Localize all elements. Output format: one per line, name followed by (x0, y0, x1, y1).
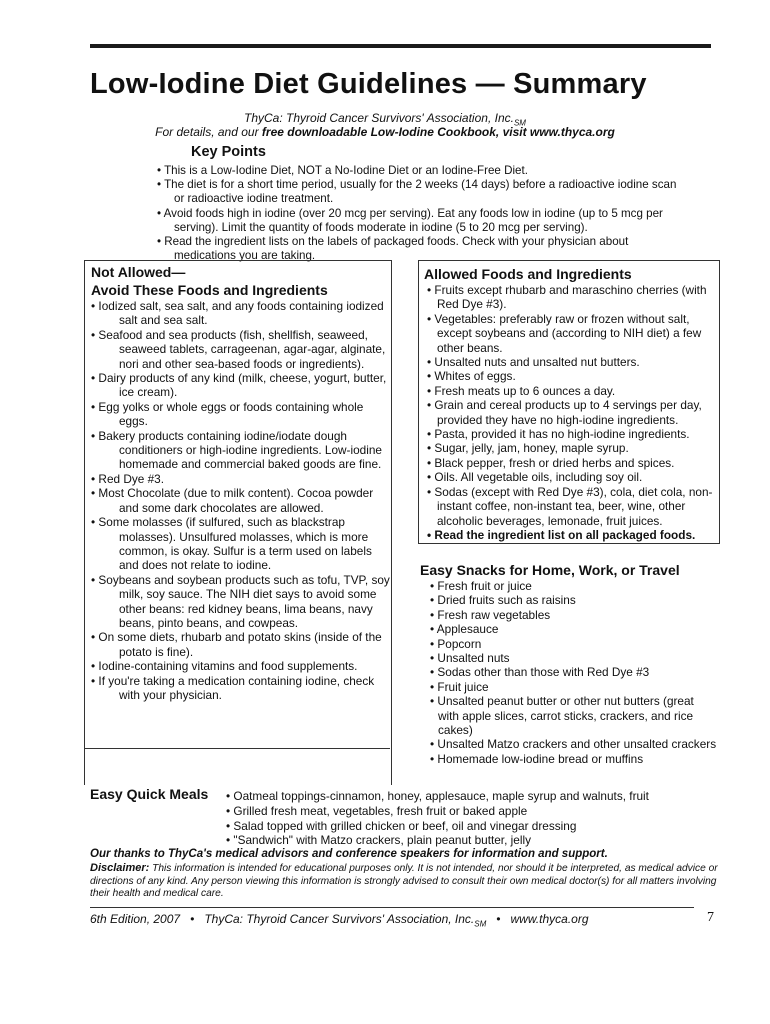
snack-item-text: Unsalted peanut butter or other nut butters (great with apple slices, carrot sticks, crackers, and rice cakes) (437, 694, 694, 738)
meal-item: • Oatmeal toppings-cinnamon, honey, applesauce, maple syrup and walnuts, fruit (226, 789, 649, 803)
avoid-item-text: Dairy products of any kind (milk, cheese, yogurt, butter, ice cream). (98, 371, 387, 400)
snack-item-text: Unsalted nuts (437, 651, 510, 666)
allowed-item-text: Fresh meats up to 6 ounces a day. (434, 383, 616, 398)
allowed-item-text: Pasta, provided it has no high-iodine ingredients. (434, 427, 690, 442)
key-point-text: Read the ingredient lists on the labels of packaged foods. Check with your physician about (164, 235, 629, 249)
meal-item: • Grilled fresh meat, vegetables, fresh fruit or baked apple (226, 803, 528, 818)
avoid-item-text: Egg yolks or whole eggs or foods containing whole eggs. (98, 399, 364, 429)
avoid-item: • Egg yolks or whole eggs or foods containing whole eggs. (91, 399, 364, 429)
details-line (0, 125, 770, 139)
allowed-title: Allowed Foods and Ingredients (424, 266, 632, 282)
snack-item: • Fresh raw vegetables (430, 607, 551, 622)
snack-item-text: Dried fruits such as raisins (437, 593, 576, 608)
key-point: • The diet is for a short time period, usually for the 2 weeks (14 days) before a radioactive iodine scan or radioactive iodine treatment. (157, 178, 717, 206)
allowed-item-text: Sugar, jelly, jam, honey, maple syrup. (434, 441, 629, 456)
allowed-item: • Sugar, jelly, jam, honey, maple syrup. (427, 441, 629, 456)
snack-item-text: Unsalted Matzo crackers and other unsalted crackers (437, 737, 717, 752)
allowed-item-text: Fruits except rhubarb and maraschino cherries (with Red Dye #3). (434, 283, 707, 312)
key-point-text: Avoid foods high in iodine (over 20 mcg per serving). Eat any foods low in iodine (up to 5 mcg per (163, 206, 663, 220)
key-point: • This is a Low-Iodine Diet, NOT a No-Iodine Diet or an Iodine-Free Diet. (157, 164, 528, 177)
avoid-item: • Soybeans and soybean products such as tofu, TVP, soy milk, soy sauce. The NIH diet says to avoid some other beans: red kidney beans, lima beans, navy beans, pinto beans, and cowpeas. (91, 572, 390, 630)
avoid-item-text: Seafood and sea products (fish, shellfish, seaweed, seaweed tablets, carrageenan, agar-agar, alginate, nori and other sea-based foods or ingredients). (98, 327, 386, 371)
avoid-item: • Most Chocolate (due to milk content). Cocoa powder and some dark chocolates are allowed. (91, 486, 374, 515)
meals-title: Easy Quick Meals (90, 786, 209, 802)
details-cookbook: free downloadable Low-Iodine Cookbook, visit www.thyca.org (261, 125, 615, 139)
snack-list (428, 579, 718, 766)
disclaimer-label: Disclaimer: (90, 862, 150, 874)
not-allowed-box-rule (84, 748, 390, 749)
meal-item-text: Salad topped with grilled chicken or beef, oil and vinegar dressing (233, 818, 577, 833)
meal-item-text: "Sandwich" with Matzo crackers, plain peanut butter, jelly (233, 833, 531, 848)
avoid-item: • Some molasses (if sulfured, such as blackstrap molasses). Unsulfured molasses, which is more common, is okay. Sulfur is a term used on labels and does not relate to iodine. (91, 515, 372, 573)
avoid-title: Avoid These Foods and Ingredients (91, 282, 328, 298)
avoid-list (91, 299, 391, 702)
allowed-item-text: Vegetables: preferably raw or frozen without salt, except soybeans and (according to NIH diet) a few other beans. (434, 311, 702, 355)
avoid-item: • On some diets, rhubarb and potato skins (inside of the potato is fine). (91, 630, 382, 659)
footer-sep-1: • (190, 912, 195, 926)
avoid-item-text: Soybeans and soybean products such as tofu, TVP, soy milk, soy sauce. The NIH diet says to avoid some other beans: red kidney beans, lima beans, navy beans, pinto beans, and cowpeas. (98, 572, 390, 630)
avoid-item-text: Most Chocolate (due to milk content). Cocoa powder and some dark chocolates are allowed. (98, 486, 374, 515)
meal-item: • Salad topped with grilled chicken or beef, oil and vinegar dressing (226, 818, 577, 833)
allowed-item: • Black pepper, fresh or dried herbs and spices. (427, 455, 675, 470)
allowed-item: • Fruits except rhubarb and maraschino cherries (with Red Dye #3). (427, 283, 707, 312)
meal-item-text: Grilled fresh meat, vegetables, fresh fruit or baked apple (233, 803, 528, 818)
footer-sep-2: • (496, 912, 501, 926)
footer-url: www.thyca.org (510, 912, 589, 926)
footer-org: ThyCa: Thyroid Cancer Survivors' Association, Inc. (204, 912, 475, 926)
avoid-item: • Seafood and sea products (fish, shellfish, seaweed, seaweed tablets, carrageenan, agar-agar, alginate, nori and other sea-based foods or ingredients). (91, 327, 386, 371)
allowed-bold-item: • Read the ingredient list on all packaged foods. (427, 527, 696, 542)
org-sm: SM (513, 118, 526, 128)
page-title: Low-Iodine Diet Guidelines — Summary (90, 68, 647, 100)
top-rule (90, 44, 711, 48)
avoid-item: • Iodine-containing vitamins and food supplements. (91, 659, 358, 674)
footer (90, 912, 589, 928)
snack-item: • Unsalted peanut butter or other nut butters (great with apple slices, carrot sticks, crackers, and rice cakes) (430, 694, 694, 738)
avoid-item: • Bakery products containing iodine/iodate dough conditioners or high-iodine ingredients. Low-iodine homemade and commercial baked goods are fine. (91, 428, 382, 472)
avoid-item-text: Some molasses (if sulfured, such as blackstrap molasses). Unsulfured molasses, which is more common, is okay. Sulfur is a term used on labels and does not relate to iodine. (98, 515, 372, 573)
snack-item: • Unsalted Matzo crackers and other unsalted crackers (430, 737, 717, 752)
disclaimer (90, 862, 730, 901)
snack-item-text: Fruit juice (437, 679, 489, 694)
page-number: 7 (707, 910, 714, 925)
avoid-item-text: On some diets, rhubarb and potato skins (inside of the potato is fine). (98, 630, 382, 659)
key-point-text: The diet is for a short time period, usually for the 2 weeks (14 days) before a radioactive iodine scan (164, 178, 677, 192)
avoid-item-text: If you're taking a medication containing iodine, check with your physician. (98, 673, 375, 702)
allowed-item: • Vegetables: preferably raw or frozen without salt, except soybeans and (according to NIH diet) a few other beans. (427, 311, 702, 355)
avoid-item: • Red Dye #3. (91, 471, 164, 486)
key-point-cont: medications you are taking. (174, 249, 316, 263)
key-point-text: This is a Low-Iodine Diet, NOT a No-Iodine Diet or an Iodine-Free Diet. (164, 164, 528, 177)
key-points-title: Key Points (191, 144, 266, 160)
meal-item: • "Sandwich" with Matzo crackers, plain peanut butter, jelly (226, 833, 531, 848)
snack-item: • Unsalted nuts (430, 651, 510, 666)
allowed-item-text: Oils. All vegetable oils, including soy oil. (434, 470, 643, 485)
key-points-list (157, 164, 717, 263)
snack-item: • Popcorn (430, 636, 482, 651)
snack-item-text: Sodas other than those with Red Dye #3 (437, 665, 650, 680)
allowed-item-text: Grain and cereal products up to 4 servings per day, provided they have no high-iodine ingredients. (434, 398, 702, 427)
allowed-item: • Pasta, provided it has no high-iodine ingredients. (427, 427, 690, 442)
snack-item: • Fruit juice (430, 679, 489, 694)
snack-item: • Fresh fruit or juice (430, 579, 532, 593)
key-point: • Read the ingredient lists on the labels of packaged foods. Check with your physician about medications you are taking. (157, 235, 717, 263)
avoid-item-text: Iodine-containing vitamins and food supplements. (98, 659, 358, 674)
not-allowed-title: Not Allowed— (91, 264, 186, 280)
allowed-bold-text: Read the ingredient list on all packaged foods. (434, 527, 696, 542)
footer-edition: 6th Edition, 2007 (90, 912, 181, 926)
snack-item: • Applesauce (430, 622, 499, 637)
key-point-cont: serving). Limit the quantity of foods moderate in iodine (5 to 20 mcg per serving). (174, 220, 588, 234)
avoid-item: • If you're taking a medication containing iodine, check with your physician. (91, 673, 375, 702)
snack-item-text: Popcorn (437, 636, 482, 651)
snack-item-text: Fresh raw vegetables (437, 607, 551, 622)
not-allowed-section (91, 264, 391, 702)
avoid-item-text: Iodized salt, sea salt, and any foods containing iodized salt and sea salt. (98, 299, 384, 328)
allowed-item: • Fresh meats up to 6 ounces a day. (427, 383, 616, 398)
allowed-list (424, 283, 720, 528)
footer-sm: SM (474, 919, 487, 929)
avoid-item: • Dairy products of any kind (milk, cheese, yogurt, butter, ice cream). (91, 371, 387, 400)
snack-item: • Sodas other than those with Red Dye #3 (430, 665, 650, 680)
allowed-item-text: Black pepper, fresh or dried herbs and spices. (434, 455, 675, 470)
snacks-title: Easy Snacks for Home, Work, or Travel (420, 562, 680, 578)
key-point: • Avoid foods high in iodine (over 20 mcg per serving). Eat any foods low in iodine (up to 5 mcg per serving). Limit the quantity of foods moderate in iodine (5 to 20 mcg per serving). (157, 207, 717, 235)
meal-item-text: Oatmeal toppings-cinnamon, honey, applesauce, maple syrup and walnuts, fruit (233, 789, 649, 803)
allowed-item: • Grain and cereal products up to 4 servings per day, provided they have no high-iodine ingredients. (427, 398, 702, 427)
allowed-item: • Whites of eggs. (427, 369, 516, 384)
snack-item-text: Fresh fruit or juice (437, 579, 532, 593)
snack-item: • Homemade low-iodine bread or muffins (430, 751, 644, 766)
details-prefix: For details, and our (155, 125, 262, 139)
allowed-item: • Oils. All vegetable oils, including soy oil. (427, 470, 643, 485)
allowed-item: • Sodas (except with Red Dye #3), cola, diet cola, non-instant coffee, non-instant tea, beer, wine, other alcoholic beverages, lemonade, fruit juices. (427, 484, 713, 528)
allowed-item-text: Sodas (except with Red Dye #3), cola, diet cola, non-instant coffee, non-instant tea, beer, wine, other alcoholic beverages, lemonade, fruit juices. (434, 484, 713, 528)
footer-rule (90, 907, 694, 908)
meal-list (226, 789, 706, 848)
org-name: ThyCa: Thyroid Cancer Survivors' Association, Inc. (244, 111, 514, 125)
allowed-item-text: Unsalted nuts and unsalted nut butters. (434, 355, 640, 370)
avoid-item-text: Red Dye #3. (98, 471, 164, 486)
allowed-section (424, 266, 720, 542)
key-point-cont: or radioactive iodine treatment. (174, 192, 334, 206)
avoid-item-text: Bakery products containing iodine/iodate dough conditioners or high-iodine ingredients. Low-iodine homemade and commercial baked goods are fine. (98, 428, 382, 472)
snack-item-text: Applesauce (436, 622, 499, 637)
avoid-item: • Iodized salt, sea salt, and any foods containing iodized salt and sea salt. (91, 299, 384, 328)
thanks-line: Our thanks to ThyCa's medical advisors and conference speakers for information and support. (90, 848, 608, 860)
allowed-item-text: Whites of eggs. (434, 369, 516, 384)
allowed-item: • Unsalted nuts and unsalted nut butters. (427, 355, 640, 370)
snack-item-text: Homemade low-iodine bread or muffins (437, 751, 644, 766)
snack-item: • Dried fruits such as raisins (430, 593, 576, 608)
disclaimer-text: This information is intended for educational purposes only. It is not intended, nor should it be interpreted, as medical advice or directions of any kind. Any person viewing this information is strongly advised to consult their own medical doctor(s) for all matters involving their health and medical care. (90, 863, 718, 900)
